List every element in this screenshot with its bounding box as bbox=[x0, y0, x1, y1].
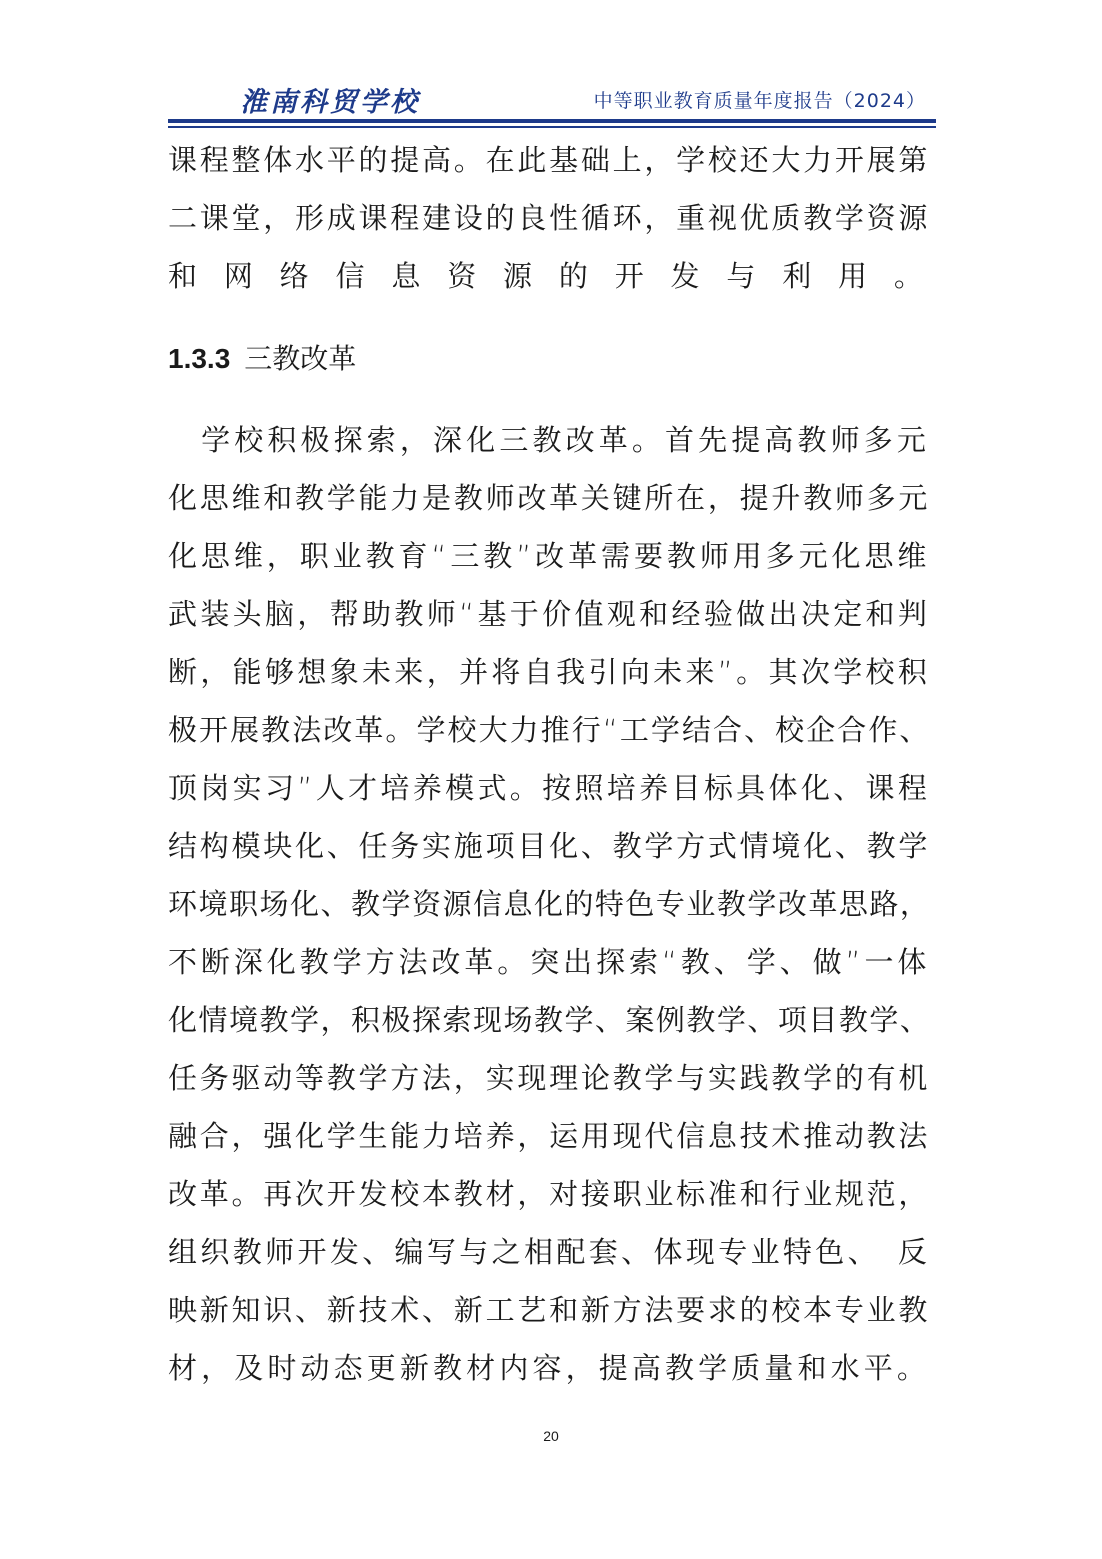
paragraph-line: 化情境教学，积极探索现场教学、案例教学、项目教学、 bbox=[168, 1003, 930, 1037]
paragraph-line: 改革。再次开发校本教材，对接职业标准和行业规范， bbox=[168, 1177, 930, 1211]
header-rule-thick bbox=[168, 119, 936, 123]
paragraph-line: 材，及时动态更新教材内容，提高教学质量和水平。 bbox=[168, 1351, 930, 1385]
section-heading bbox=[168, 337, 356, 377]
paragraph-line: 断，能够想象未来，并将自我引向未来”。其次学校积 bbox=[168, 655, 930, 689]
paragraph-line: 学校积极探索，深化三教改革。首先提高教师多元 bbox=[168, 423, 930, 457]
report-title: 中等职业教育质量年度报告（2024） bbox=[593, 90, 926, 112]
paragraph-line: 顶岗实习”人才培养模式。按照培养目标具体化、课程 bbox=[168, 771, 930, 805]
paragraph-line: 化思维和教学能力是教师改革关键所在，提升教师多元 bbox=[168, 481, 930, 515]
page-header bbox=[168, 78, 936, 118]
paragraph-line: 二课堂，形成课程建设的良性循环，重视优质教学资源 bbox=[168, 201, 930, 235]
paragraph-2 bbox=[168, 411, 930, 1397]
page-number: 20 bbox=[543, 1428, 559, 1444]
header-rule-thin bbox=[168, 126, 936, 128]
paragraph-line: 任务驱动等教学方法，实现理论教学与实践教学的有机 bbox=[168, 1061, 930, 1095]
paragraph-line: 映新知识、新技术、新工艺和新方法要求的校本专业教 bbox=[168, 1293, 930, 1327]
paragraph-line: 极开展教法改革。学校大力推行“工学结合、校企合作、 bbox=[168, 713, 930, 747]
paragraph-line: 组织教师开发、编写与之相配套、体现专业特色、 反 bbox=[168, 1235, 930, 1269]
paragraph-line: 课程整体水平的提高。在此基础上，学校还大力开展第 bbox=[168, 143, 930, 177]
paragraph-line: 环境职场化、教学资源信息化的特色专业教学改革思路， bbox=[168, 887, 930, 921]
paragraph-line: 武装头脑，帮助教师“基于价值观和经验做出决定和判 bbox=[168, 597, 930, 631]
school-name: 淮南科贸学校 bbox=[240, 87, 420, 118]
section-number: 1.3.3 bbox=[168, 343, 231, 374]
paragraph-line: 化思维，职业教育“三教”改革需要教师用多元化思维 bbox=[168, 539, 930, 573]
section-title: 三教改革 bbox=[244, 342, 357, 375]
paragraph-line: 不断深化教学方法改革。突出探索“教、学、做”一体 bbox=[168, 945, 930, 979]
paragraph-line: 融合，强化学生能力培养，运用现代信息技术推动教法 bbox=[168, 1119, 930, 1153]
paragraph-line: 结构模块化、任务实施项目化、教学方式情境化、教学 bbox=[168, 829, 930, 863]
paragraph-line: 和网络信息资源的开发与利用。 bbox=[168, 259, 930, 293]
paragraph-1 bbox=[168, 131, 930, 305]
